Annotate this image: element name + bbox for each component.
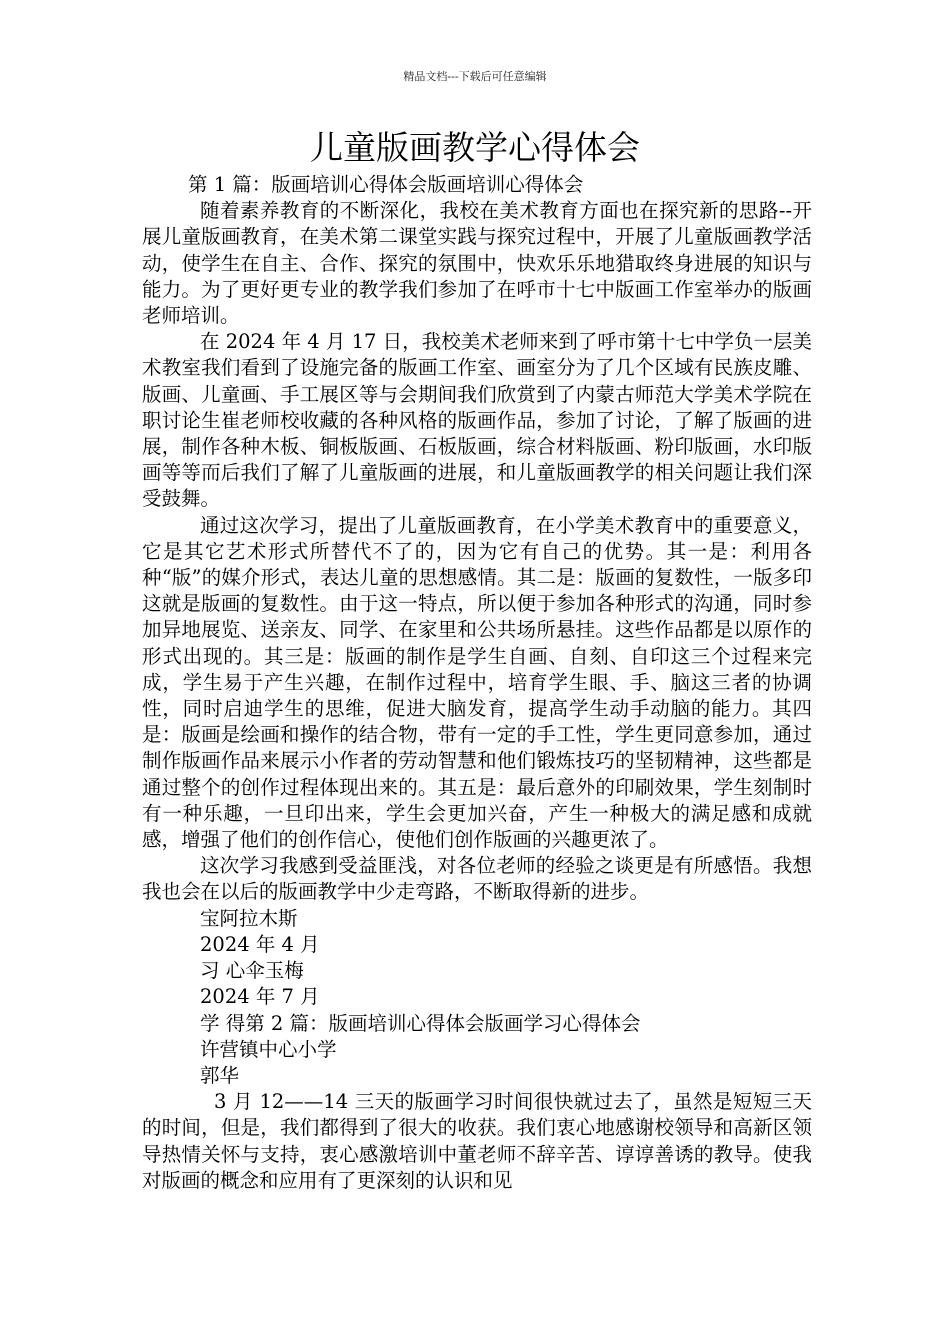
paragraph: 在 2024 年 4 月 17 日，我校美术老师来到了呼市第十七中学负一层美术教室我们看到了设施完备的版画工作室、画室分为了几个区域有民族皮雕、版画、儿童画、手工展区等与会期间我们欣赏到了内蒙古师范大学美术学院在职讨论生崔老师校收藏的各种风格的版画作品，参加了讨论，了解了版画的进展，制作各种木板、铜板版画、石板版画，综合材料版画、粉印版画，水印版画等等而后我们了解了儿童版画的进展，和儿童版画教学的相关问题让我们深受鼓舞。 [142,330,812,511]
signature-line: 2024 年 4 月 [200,932,320,956]
section-heading: 第 1 篇：版画培训心得体会版画培训心得体会 [188,173,584,196]
document-title: 儿童版画教学心得体会 [310,128,640,167]
paragraph: 随着素养教育的不断深化，我校在美术教育方面也在探究新的思路--开展儿童版画教育，在美术第二课堂实践与探究过程中，开展了儿童版画教学活动，使学生在自主、合作、探究的氛围中，快欢乐乐地猎取终身进展的知识与能力。为了更好更专业的教学我们参加了在呼市十七中版画工作室举办的版画老师培训。 [142,199,812,328]
paragraph: 这次学习我感到受益匪浅，对各位老师的经验之谈更是有所感悟。我想我也会在以后的版画教学中少走弯路，不断取得新的进步。 [142,854,812,904]
signature-line: 习 心伞玉梅 [200,959,304,983]
document-body [142,172,812,1194]
page-header: 精品文档---下载后可任意编辑 [403,70,547,83]
signature-line: 宝阿拉木斯 [200,906,298,930]
author-line: 郭华 [200,1063,240,1087]
section-heading: 学 得第 2 篇：版画培训心得体会版画学习心得体会 [200,1011,641,1035]
signature-line: 2024 年 7 月 [200,985,320,1009]
paragraph: 3 月 12——14 三天的版画学习时间很快就过去了，虽然是短短三天的时间，但是，我们都得到了很大的收获。我们衷心地感谢校领导和高新区领导热情关怀与支持，衷心感激培训中董老师不辞辛苦、谆谆善诱的教导。使我对版画的概念和应用有了更深刻的认识和见 [142,1090,812,1192]
paragraph: 通过这次学习，提出了儿童版画教育，在小学美术教育中的重要意义，它是其它艺术形式所替代不了的，因为它有自己的优势。其一是：利用各种“版”的媒介形式，表达儿童的思想感情。其二是：版画的复数性，一版多印这就是版画的复数性。由于这一特点，所以便于参加各种形式的沟通，同时参加异地展览、送亲友、同学、在家里和公共场所悬挂。这些作品都是以原作的形式出现的。其三是：版画的制作是学生自画、自刻、自印这三个过程来完成，学生易于产生兴趣，在制作过程中，培育学生眼、手、脑这三者的协调性，同时启迪学生的思维，促进大脑发育，提高学生动手动脑的能力。其四是：版画是绘画和操作的结合物，带有一定的手工性，学生更同意参加，通过制作版画作品来展示小作者的劳动智慧和他们锻炼技巧的坚韧精神，这些都是通过整个的创作过程体现出来的。其五是：最后意外的印刷效果，学生刻制时有一种乐趣，一旦印出来，学生会更加兴奋，产生一种极大的满足感和成就感，增强了他们的创作信心，使他们创作版画的兴趣更浓了。 [142,513,812,852]
author-line: 许营镇中心小学 [200,1037,337,1061]
